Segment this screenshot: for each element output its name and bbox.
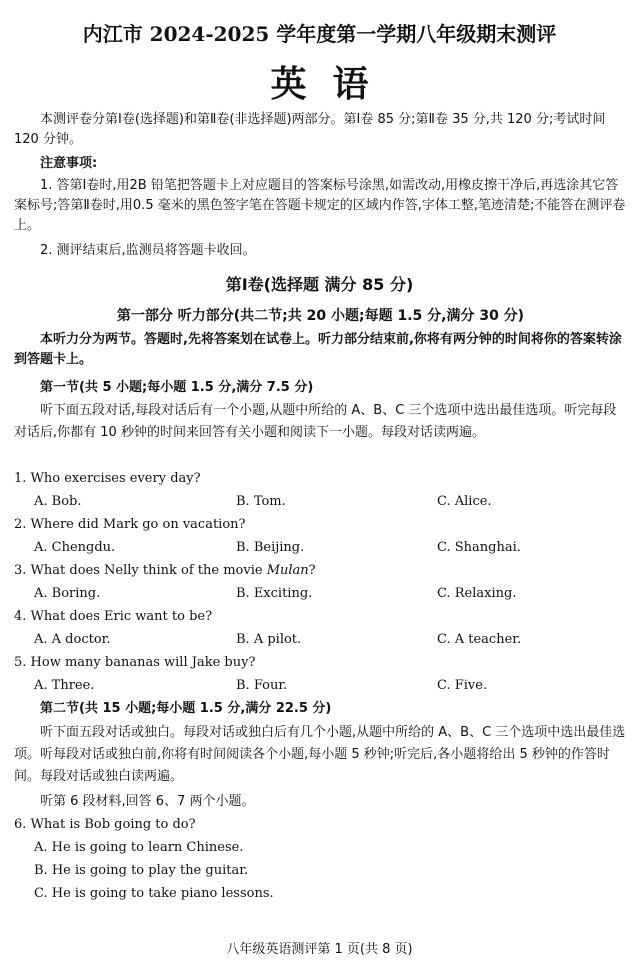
subject-title: 英语 bbox=[270, 63, 395, 105]
movie-title: Mulan bbox=[266, 563, 309, 578]
notes-title: 注意事项: bbox=[40, 156, 98, 171]
q2-option-b: B. Beijing. bbox=[236, 540, 305, 555]
question-5: 5. How many bananas will Jake buy? bbox=[14, 655, 256, 670]
material-6-instruction: 听第 6 段材料,回答 6、7 两个小题。 bbox=[40, 794, 255, 809]
section-2-title: 第二节(共 15 小题;每小题 1.5 分,满分 22.5 分) bbox=[40, 701, 332, 716]
q3-option-a: A. Boring. bbox=[34, 586, 101, 601]
note-2: 2. 测评结束后,监测员将答题卡收回。 bbox=[40, 243, 256, 258]
question-6: 6. What is Bob going to do? bbox=[14, 817, 196, 832]
q5-option-a: A. Three. bbox=[34, 678, 95, 693]
part-1-description: 本听力分为两节。答题时,先将答案划在试卷上。听力部分结束前,你将有两分钟的时间将你的答案转涂到答题卡上。 bbox=[14, 332, 622, 367]
exam-title: 内江市 2024-2025 学年度第一学期八年级期末测评 bbox=[82, 22, 557, 46]
question-2: 2. Where did Mark go on vacation? bbox=[14, 517, 246, 532]
q4-option-c: C. A teacher. bbox=[437, 632, 522, 647]
q6-option-a: A. He is going to learn Chinese. bbox=[34, 840, 244, 855]
note-1: 1. 答第Ⅰ卷时,用2B 铅笔把答题卡上对应题目的答案标号涂黑,如需改动,用橡皮擦干净后,再选涂其它答案标号;答第Ⅱ卷时,用0.5 毫米的黑色签字笔在答题卡规定的区域内作答,字体工整,笔迹清楚;不能答在测评卷上。 bbox=[14, 178, 626, 233]
q5-option-c: C. Five. bbox=[437, 678, 488, 693]
q3-option-b: B. Exciting. bbox=[236, 586, 313, 601]
question-3-text: 3. What does Nelly think of the movie bbox=[14, 563, 267, 578]
page-footer: 八年级英语测评第 1 页(共 8 页) bbox=[226, 942, 413, 957]
question-3 bbox=[14, 563, 316, 578]
intro-paragraph: 本测评卷分第Ⅰ卷(选择题)和第Ⅱ卷(非选择题)两部分。第Ⅰ卷 85 分;第Ⅱ卷 35 分,共 120 分;考试时间 120 分钟。 bbox=[14, 112, 606, 147]
q4-option-a: A. A doctor. bbox=[34, 632, 111, 647]
q3-option-c: C. Relaxing. bbox=[437, 586, 517, 601]
q2-option-c: C. Shanghai. bbox=[437, 540, 521, 555]
section-1-title: 第一节(共 5 小题;每小题 1.5 分,满分 7.5 分) bbox=[40, 380, 314, 395]
volume-1-title: 第Ⅰ卷(选择题 满分 85 分) bbox=[225, 275, 414, 294]
q5-option-b: B. Four. bbox=[236, 678, 288, 693]
q4-option-b: B. A pilot. bbox=[236, 632, 302, 647]
q6-option-c: C. He is going to take piano lessons. bbox=[34, 886, 274, 901]
section-2-description: 听下面五段对话或独白。每段对话或独白后有几个小题,从题中所给的 A、B、C 三个选项中选出最佳选项。听每段对话或独白前,你将有时间阅读各个小题,每小题 5 秒钟;听完后,各小题将给出 5 秒钟的作答时间。每段对话或独白读两遍。 bbox=[14, 725, 626, 784]
q1-option-b: B. Tom. bbox=[236, 494, 286, 509]
part-1-title: 第一部分 听力部分(共二节;共 20 小题;每题 1.5 分,满分 30 分) bbox=[116, 308, 525, 324]
question-1: 1. Who exercises every day? bbox=[14, 471, 201, 486]
question-4: 4. What does Eric want to be? bbox=[14, 609, 213, 624]
q6-option-b: B. He is going to play the guitar. bbox=[34, 863, 249, 878]
question-3-mark: ? bbox=[308, 563, 316, 578]
q1-option-a: A. Bob. bbox=[34, 494, 82, 509]
section-1-description: 听下面五段对话,每段对话后有一个小题,从题中所给的 A、B、C 三个选项中选出最佳选项。听完每段对话后,你都有 10 秒钟的时间来回答有关小题和阅读下一小题。每段对话读两遍。 bbox=[14, 403, 617, 440]
q2-option-a: A. Chengdu. bbox=[34, 540, 116, 555]
q1-option-c: C. Alice. bbox=[437, 494, 492, 509]
